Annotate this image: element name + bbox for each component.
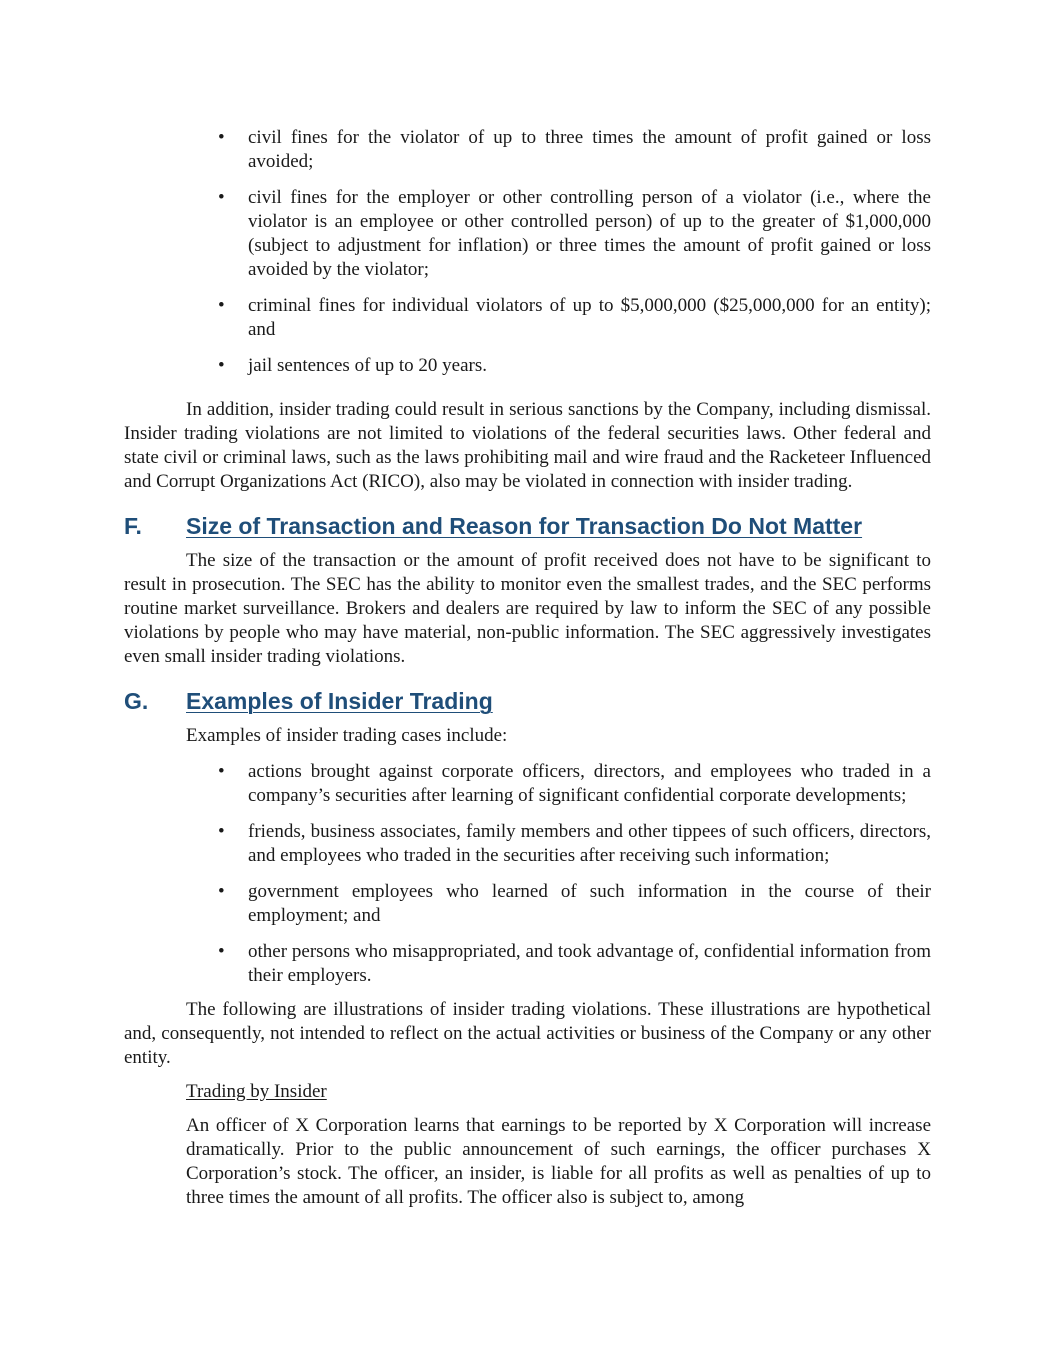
section-g-heading <box>124 687 931 715</box>
bullet-icon: • <box>218 127 225 148</box>
insider-example-paragraph: An officer of X Corporation learns that earnings to be reported by X Corporation will increase dramatically. Prior to the public announcement of such earnings, the officer purchases X Corporation’s stock. The officer, an insider, is liable for all profits as well as penalties of up to three times the amount of all profits. The officer also is subject to, among <box>186 1115 931 1208</box>
list-item: • friends, business associates, family members and other tippees of such officers, directors, and employees who traded in the securities after receiving such information; <box>218 821 931 866</box>
document-page <box>124 126 931 1210</box>
section-f-letter: F. <box>124 513 142 539</box>
section-g-title: Examples of Insider Trading <box>186 688 493 714</box>
sanctions-paragraph: In addition, insider trading could result in serious sanctions by the Company, including dismissal. Insider trading violations are not limited to violations of the federal securities laws. Other federal and state civil or criminal laws, such as the laws prohibiting mail and wire fraud and the Racketeer Influenced and Corrupt Organizations Act (RICO), also may be violated in connection with insider trading. <box>124 399 931 492</box>
bullet-icon: • <box>218 295 225 316</box>
list-item: • jail sentences of up to 20 years. <box>218 355 488 376</box>
bullet-icon: • <box>218 187 225 208</box>
section-f-body: The size of the transaction or the amount of profit received does not have to be significant to result in prosecution. The SEC has the ability to monitor even the smallest trades, and the SEC performs routine market surveillance. Brokers and dealers are required by law to inform the SEC of any possible violations by people who may have material, non-public information. The SEC aggressively investigates even small insider trading violations. <box>124 550 931 667</box>
bullet-icon: • <box>218 761 225 782</box>
bullet-icon: • <box>218 941 225 962</box>
list-item: • criminal fines for individual violators of up to $5,000,000 ($25,000,000 for an entity); and <box>218 295 931 340</box>
section-g-intro: Examples of insider trading cases include: <box>186 725 508 746</box>
list-item: • government employees who learned of such information in the course of their employment; and <box>218 881 931 926</box>
section-g-letter: G. <box>124 688 149 714</box>
illustrations-paragraph: The following are illustrations of insider trading violations. These illustrations are hypothetical and, consequently, not intended to reflect on the actual activities or business of the Company or any other entity. <box>124 999 931 1068</box>
bullet-icon: • <box>218 821 225 842</box>
bullet-icon: • <box>218 355 225 376</box>
bullet-icon: • <box>218 881 225 902</box>
trading-by-insider-subheading: Trading by Insider <box>186 1081 327 1102</box>
section-f-heading <box>124 512 931 540</box>
penalties-list <box>124 126 931 378</box>
section-f-title: Size of Transaction and Reason for Transaction Do Not Matter <box>186 513 863 539</box>
list-item: • other persons who misappropriated, and took advantage of, confidential information from their employers. <box>218 941 931 986</box>
list-item: • civil fines for the violator of up to three times the amount of profit gained or loss avoided; <box>218 127 931 172</box>
list-item: • actions brought against corporate officers, directors, and employees who traded in a company’s securities after learning of significant confidential corporate developments; <box>218 761 931 806</box>
examples-list <box>124 760 931 988</box>
list-item: • civil fines for the employer or other controlling person of a violator (i.e., where the violator is an employee or other controlled person) of up to the greater of $1,000,000 (subject to adjustment for inflation) or three times the amount of profit gained or loss avoided by the violator; <box>218 187 931 280</box>
